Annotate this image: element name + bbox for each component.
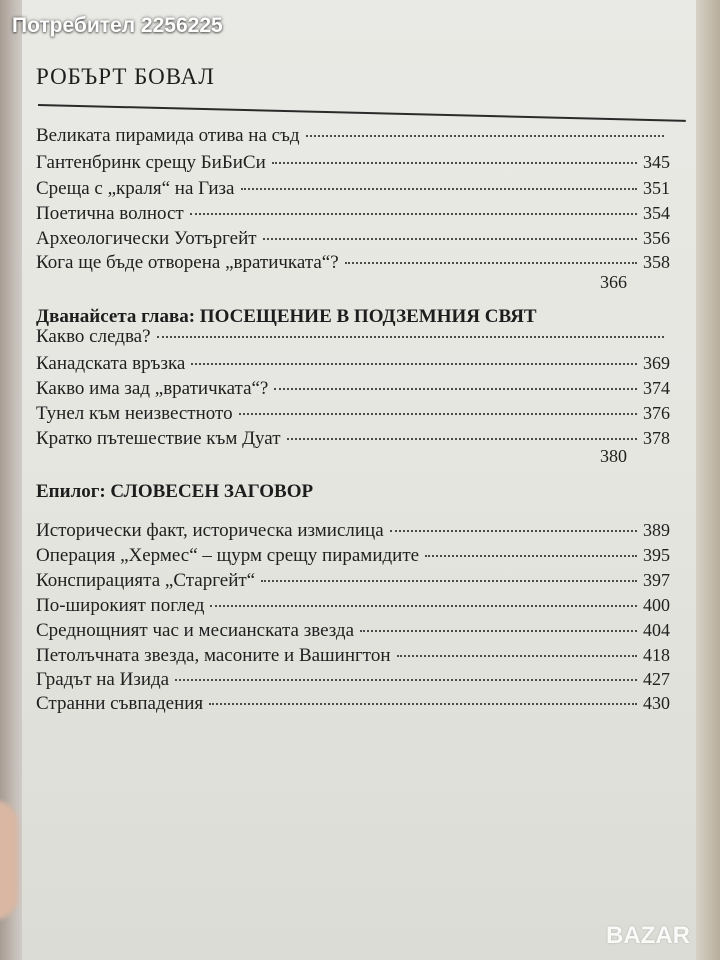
toc-entry-title: Гантенбринк срещу БиБиСи xyxy=(36,152,266,173)
toc-entry-page: 345 xyxy=(643,152,670,172)
toc-entry-page: 351 xyxy=(643,178,670,198)
toc-entry-title: Среднощният час и месианската звезда xyxy=(36,620,354,641)
toc-dot-leader xyxy=(360,630,637,632)
toc-dot-leader xyxy=(191,363,637,365)
toc-entry xyxy=(36,250,670,274)
toc-entry-title: По-широкият поглед xyxy=(36,595,205,616)
toc-entry-title: Археологически Уотъргейт xyxy=(36,228,257,249)
toc-entry xyxy=(36,201,670,225)
toc-entry-page: 358 xyxy=(643,252,670,272)
toc-entry-title: Поетична волност xyxy=(36,203,184,224)
toc-entry-page: 389 xyxy=(643,520,670,540)
toc-page-number: 380 xyxy=(600,446,627,466)
toc-dot-leader xyxy=(397,655,637,657)
toc-entry-page: 430 xyxy=(643,693,670,713)
toc-entry-page: 400 xyxy=(643,595,670,615)
page-right-edge xyxy=(696,0,720,960)
toc-entry xyxy=(36,518,670,542)
toc-entry-title: Кога ще бъде отворена „вратичката“? xyxy=(36,252,339,273)
toc-entry xyxy=(36,150,670,174)
toc-dot-leader xyxy=(210,605,637,607)
toc-entry-page: 395 xyxy=(643,545,670,565)
toc-entry-page: 356 xyxy=(643,228,670,248)
toc-entry-title: Операция „Хермес“ – щурм срещу пирамидите xyxy=(36,545,420,566)
toc-page-number: 366 xyxy=(600,272,627,292)
bazar-logo: BAZAR xyxy=(606,922,690,949)
toc-entry xyxy=(36,593,670,617)
toc-entry xyxy=(36,325,670,349)
toc-entry xyxy=(36,176,670,200)
toc-dot-leader xyxy=(261,580,637,582)
toc-entry xyxy=(36,618,670,642)
toc-dot-leader xyxy=(190,213,637,215)
toc-entry xyxy=(36,376,670,400)
finger-edge xyxy=(0,800,18,920)
toc-entry-page: 427 xyxy=(643,669,670,689)
toc-entry-title: Кратко пътешествие към Дуат xyxy=(36,428,281,449)
toc-entry-title: Странни съвпадения xyxy=(36,693,204,714)
toc-dot-leader xyxy=(157,336,664,338)
toc-entry-title: Великата пирамида отива на съд xyxy=(36,125,300,146)
toc-entry-title: Среща с „краля“ на Гиза xyxy=(36,178,235,199)
running-header-author: РОБЪРТ БОВАЛ xyxy=(36,64,215,89)
toc-dot-leader xyxy=(274,388,637,390)
toc-entry-page: 369 xyxy=(643,353,670,373)
toc-dot-leader xyxy=(287,438,637,440)
toc-entry-page: 354 xyxy=(643,203,670,223)
toc-dot-leader xyxy=(345,262,637,264)
epilogue-heading: Епилог: СЛОВЕСЕН ЗАГОВОР xyxy=(36,481,314,502)
toc-dot-leader xyxy=(241,188,638,190)
toc-entry xyxy=(36,351,670,375)
toc-entry xyxy=(36,226,670,250)
toc-entry-title: Тунел към неизвестното xyxy=(36,403,233,424)
toc-entry-title: Петолъчната звезда, масоните и Вашингтон xyxy=(36,645,391,666)
toc-dot-leader xyxy=(239,413,637,415)
toc-entry xyxy=(36,568,670,592)
toc-entry xyxy=(36,667,670,691)
toc-entry-page: 378 xyxy=(643,428,670,448)
toc-dot-leader xyxy=(390,530,637,532)
toc-entry-page: 376 xyxy=(643,403,670,423)
toc-dot-leader xyxy=(209,703,637,705)
toc-entry xyxy=(36,401,670,425)
toc-entry xyxy=(36,643,670,667)
toc-entry xyxy=(36,426,670,450)
toc-dot-leader xyxy=(263,238,637,240)
toc-dot-leader xyxy=(272,162,637,164)
toc-entry-page: 404 xyxy=(643,620,670,640)
toc-entry-page: 374 xyxy=(643,378,670,398)
toc-entry-title: Какво следва? xyxy=(36,326,151,347)
toc-entry xyxy=(36,691,670,715)
chapter-heading: Дванайсета глава: ПОСЕЩЕНИЕ В ПОДЗЕМНИЯ СВЯТ xyxy=(36,306,537,327)
toc-entry-title: Градът на Изида xyxy=(36,669,170,690)
toc-entry xyxy=(36,543,670,567)
user-watermark: Потребител 2256225 xyxy=(12,14,223,37)
toc-dot-leader xyxy=(306,135,664,137)
toc-entry-title: Исторически факт, историческа измислица xyxy=(36,520,384,541)
toc-dot-leader xyxy=(425,555,637,557)
toc-entry-page: 418 xyxy=(643,645,670,665)
toc-entry-page: 397 xyxy=(643,570,670,590)
toc-entry-title: Какво има зад „вратичката“? xyxy=(36,378,269,399)
toc-entry xyxy=(36,124,670,148)
toc-dot-leader xyxy=(175,679,637,681)
toc-entry-title: Канадската връзка xyxy=(36,353,186,374)
toc-entry-title: Конспирацията „Старгейт“ xyxy=(36,570,256,591)
